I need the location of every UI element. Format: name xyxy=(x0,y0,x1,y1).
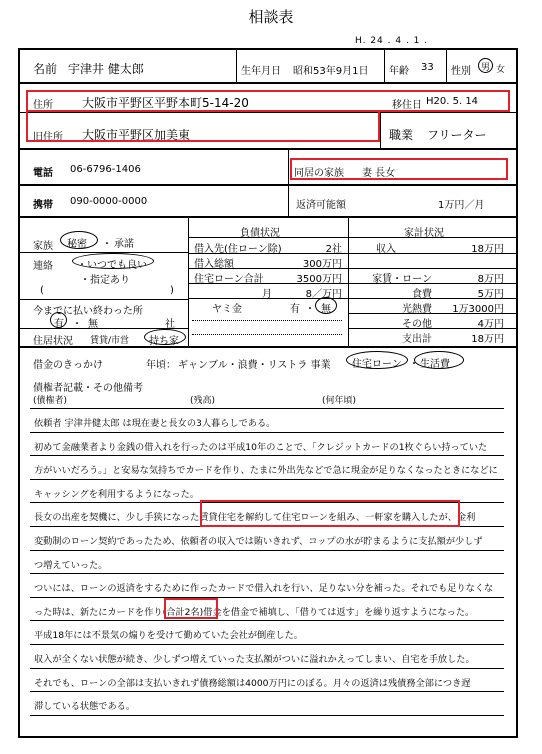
moved-label: 移住日 xyxy=(392,100,422,111)
debt-row-value: 3500万円 xyxy=(296,274,342,285)
note-line: 長女の出産を契機に、少し手狭になった賃貸住宅を解約して住宅ローンを組み、一軒家を購入したが、金利 xyxy=(34,512,476,524)
sex-label: 性別 xyxy=(451,66,471,77)
divider xyxy=(188,268,348,269)
age-value: 33 xyxy=(421,62,434,73)
divider xyxy=(20,148,516,150)
household-row-value: 1万3000円 xyxy=(452,304,504,315)
date: H. 24 . 4 . 1 . xyxy=(355,36,429,46)
note-rule xyxy=(30,691,504,692)
divider xyxy=(348,298,516,299)
divider xyxy=(380,112,381,148)
dotted-line xyxy=(192,334,342,335)
divider xyxy=(384,50,385,82)
divider xyxy=(188,283,348,284)
highlight-box xyxy=(26,112,380,142)
note-line: つ増えていった。 xyxy=(34,559,108,571)
creditors-col1: (債権者) xyxy=(33,396,68,406)
creditors-label: 債権者記載・その他備考 xyxy=(33,383,143,394)
divider xyxy=(20,346,516,348)
paren-open: ( xyxy=(40,285,44,296)
divider xyxy=(348,268,516,269)
divider xyxy=(348,283,516,284)
note-line: それでも、ローンの全部は支払いきれず債務総額は4000万円にのぼる。月々の返済は残債務全部につき遅 xyxy=(34,677,471,689)
contact-designated: ・指定あり xyxy=(80,275,130,286)
housing-label: 住居状況 xyxy=(33,336,73,347)
repay-label: 返済可能額 xyxy=(296,200,346,211)
job-label: 職業 xyxy=(389,128,414,142)
debt-header: 負債状況 xyxy=(240,228,280,239)
note-line: キャッシングを利用するようになった。 xyxy=(34,488,199,500)
debt-row-label: 借入先(住ローン除) xyxy=(194,244,282,255)
family-label: 同居の家族 xyxy=(294,168,344,179)
name-value: 宇津井 健太郎 xyxy=(68,62,144,76)
highlight-box xyxy=(290,158,508,180)
note-line: 収入が全くない状態が続き、少しずつ増えていった支払額がついに溢れかえってしまい、自宅を手放した。 xyxy=(34,654,475,665)
old-address-value: 大阪市平野区加美東 xyxy=(82,128,191,142)
household-row-label: 光熱費 xyxy=(402,304,432,315)
paid-yes: 有 xyxy=(54,319,64,330)
family-value: 妻 長女 xyxy=(362,168,396,179)
phone-value: 06-6796-1406 xyxy=(70,164,141,175)
note-rule xyxy=(30,644,504,645)
housing-own: 持ち家 xyxy=(149,336,179,347)
note-line: 滞している状態である。 xyxy=(34,701,136,713)
note-rule xyxy=(30,550,504,551)
trigger-year: 年頃： xyxy=(146,360,176,371)
family-status-label: 家族 xyxy=(33,241,53,252)
moved-value: H20. 5. 14 xyxy=(426,96,479,107)
family-secret: 秘密 xyxy=(67,239,87,250)
yami-dot: ・ xyxy=(305,304,315,315)
household-row-label: 家賃・ローン xyxy=(372,274,432,285)
debt-row-label: 月 xyxy=(262,289,272,300)
note-rule xyxy=(30,620,504,621)
phone-label: 電話 xyxy=(33,168,53,179)
divider xyxy=(188,237,348,238)
paid-dot: ・ xyxy=(72,319,82,330)
note-line: 変動制のローン契約であったため、依頼者の収入では賄いきれず、コップの水が貯まるように支払額が少しず xyxy=(34,536,483,547)
divider xyxy=(348,313,516,314)
yami-yes: 有 xyxy=(290,304,300,315)
divider xyxy=(236,50,237,82)
name-label: 名前 xyxy=(33,62,58,76)
debt-row-value: 8／万円 xyxy=(305,289,342,300)
note-rule xyxy=(30,597,504,598)
note-line: 初めて金融業者より金銭の借入れを行ったのは平成10年のことで、「クレジットカードの1枚ぐらい持っていた xyxy=(34,441,488,453)
household-row-label: 支出計 xyxy=(402,334,432,345)
yami-label: ヤミ金 xyxy=(212,304,242,315)
mobile-value: 090-0000-0000 xyxy=(70,196,148,207)
sex-female: 女 xyxy=(496,65,506,75)
divider xyxy=(20,216,516,218)
divider xyxy=(20,299,188,300)
divider xyxy=(188,253,348,254)
address-label: 住所 xyxy=(33,100,53,111)
debt-row-label: 借入総額 xyxy=(194,259,234,270)
paren-close: ) xyxy=(170,285,174,296)
note-rule xyxy=(30,408,504,409)
address-value: 大阪市平野区平野本町5-14-20 xyxy=(82,96,249,110)
page-title: 相談表 xyxy=(248,8,294,26)
repay-value: 1万円／月 xyxy=(438,200,485,211)
mobile-label: 携帯 xyxy=(33,200,53,211)
note-line: ついには、ローンの返済をするために作ったカードで借入れを行い、足りない分を補った。それでも足りなくな xyxy=(34,583,494,595)
household-header: 家計状況 xyxy=(404,228,444,239)
job-value: フリーター xyxy=(427,128,487,142)
birth-label: 生年月日 xyxy=(241,66,281,77)
old-address-label: 旧住所 xyxy=(33,132,63,143)
yami-no: 無 xyxy=(321,304,331,315)
debt-row-value: 300万円 xyxy=(302,259,342,270)
trigger-dot: ・ xyxy=(409,359,419,370)
household-row-value: 8万円 xyxy=(477,274,504,285)
trigger-items: ギャンブル・浪費・リストラ 事業 xyxy=(178,360,331,371)
age-label: 年齢 xyxy=(389,66,409,77)
highlight-box xyxy=(164,598,218,619)
trigger-label: 借金のきっかけ xyxy=(33,360,103,371)
household-row-value: 5万円 xyxy=(477,289,504,300)
contact-any: ・いつでも良い xyxy=(77,260,147,271)
divider xyxy=(348,328,516,329)
divider xyxy=(288,150,289,216)
note-rule xyxy=(30,479,504,480)
household-row-value: 18万円 xyxy=(471,334,504,345)
note-rule xyxy=(30,432,504,433)
divider xyxy=(348,237,516,238)
trigger-housing-loan: 住宅ローン xyxy=(352,359,402,370)
trigger-living: 生活費 xyxy=(420,359,450,370)
note-line: った時は、新たにカードを作り(合計2名)借金を借金で補填し、「借りては返す」を繰り返すようになった。 xyxy=(34,606,475,618)
creditors-col3: (何年頃) xyxy=(322,396,357,406)
housing-rent: 賃貸/市営 xyxy=(90,336,130,346)
note-rule xyxy=(30,455,504,456)
creditors-col2: (残高) xyxy=(190,396,216,406)
note-line: 方がいいだろう。」と安易な気持ちでカードを作り、たまに外出先などで急に現金が足りなくなったときになどに xyxy=(34,465,498,477)
dotted-line xyxy=(192,320,342,321)
sex-male: 男 xyxy=(481,63,491,73)
note-rule xyxy=(30,668,504,669)
contact-method-label: 連絡 xyxy=(33,261,53,272)
household-row-value: 18万円 xyxy=(471,244,504,255)
note-line: 平成18年には不景気の煽りを受けて勤めていた会社が倒産した。 xyxy=(34,630,303,642)
note-rule xyxy=(30,715,504,716)
note-line: 依頼者 宇津井健太郎 は現在妻と長女の3人暮らしである。 xyxy=(34,418,276,429)
note-rule xyxy=(30,573,504,574)
highlight-box xyxy=(200,500,460,527)
household-row-value: 4万円 xyxy=(477,319,504,330)
paid-no: 無 xyxy=(88,319,98,330)
household-row-label: 収入 xyxy=(376,244,396,255)
paid-unit: 社 xyxy=(165,319,175,330)
divider xyxy=(20,82,516,84)
debt-row-value: 2社 xyxy=(325,244,342,255)
divider xyxy=(446,50,447,82)
household-row-label: 食費 xyxy=(412,289,432,300)
highlight-box xyxy=(26,90,510,112)
household-row-label: その他 xyxy=(402,319,432,330)
divider xyxy=(348,253,516,254)
family-consent: 承諾 xyxy=(114,239,134,250)
debt-row-label: 住宅ローン合計 xyxy=(194,274,264,285)
family-dot: ・ xyxy=(102,239,112,250)
paid-label: 今までに払い終わった所 xyxy=(33,306,143,317)
divider xyxy=(20,184,516,186)
birth-value: 昭和53年9月1日 xyxy=(293,66,369,77)
